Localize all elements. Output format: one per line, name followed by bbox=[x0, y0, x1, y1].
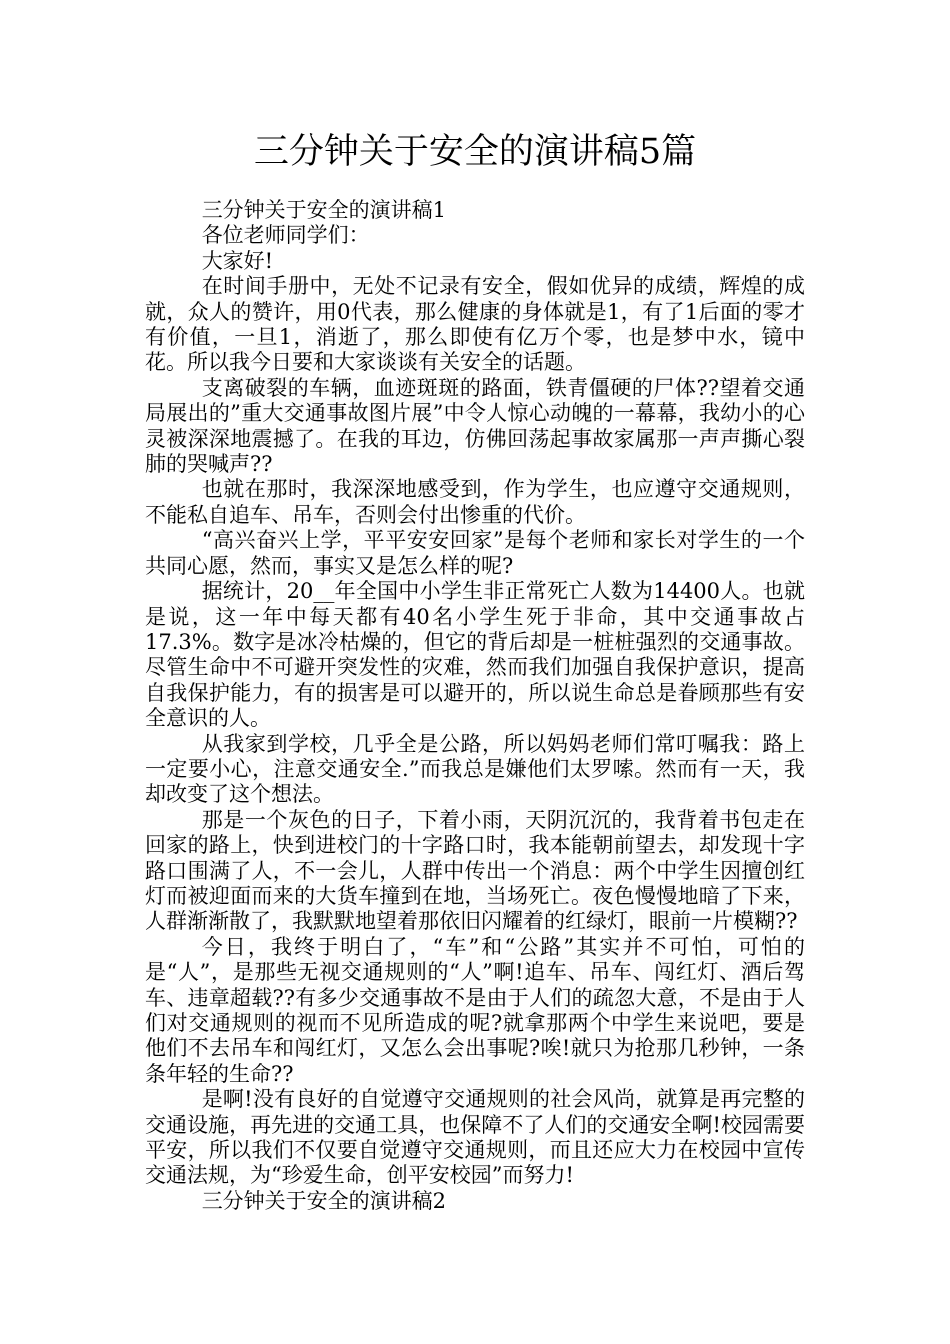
salutation: 各位老师同学们： bbox=[201, 223, 370, 248]
document-body bbox=[145, 198, 805, 1214]
paragraph: 今日，我终于明白了，“车”和“公路”其实并不可怕，可怕的是“人”，是那些无视交通规则的“人”啊!追车、吊车、闯红灯、酒后驾车、违章超载??有多少交通事故不是由于人们的疏忽大意，不是由于人们对交通规则的视而不见所造成的呢?就拿那两个中学生来说吧，要是他们不去吊车和闯红灯，又怎么会出事呢?唉!就只为抢那几秒钟，一条条年轻的生命?? bbox=[145, 934, 805, 1086]
paragraph: 那是一个灰色的日子，下着小雨，天阴沉沉的，我背着书包走在回家的路上，快到进校门的十字路口时，我本能朝前望去，却发现十字路口围满了人，不一会儿，人群中传出一个消息：两个中学生因擅创红灯而被迎面而来的大货车撞到在地，当场死亡。夜色慢慢地暗了下来，人群渐渐散了，我默默地望着那依旧闪耀着的红绿灯，眼前一片模糊?? bbox=[145, 807, 805, 934]
paragraph: 支离破裂的车辆，血迹斑斑的路面，铁青僵硬的尸体??望着交通局展出的”重大交通事故图片展”中令人惊心动魄的一幕幕，我幼小的心灵被深深地震撼了。在我的耳边，仿佛回荡起事故家属那一声声撕心裂肺的哭喊声?? bbox=[145, 375, 805, 477]
paragraph: 据统计，20__年全国中小学生非正常死亡人数为14400人。也就是说，这一年中每天都有40名小学生死于非命，其中交通事故占17.3%。数字是冰冷枯燥的，但它的背后却是一桩桩强烈的交通事故。尽管生命中不可避开突发性的灾难，然而我们加强自我保护意识，提高自我保护能力，有的损害是可以避开的，所以说生命总是眷顾那些有安全意识的人。 bbox=[145, 579, 805, 731]
section-heading-2: 三分钟关于安全的演讲稿2 bbox=[201, 1188, 447, 1213]
paragraph: 在时间手册中，无处不记录有安全，假如优异的成绩，辉煌的成就，众人的赞许，用0代表，那么健康的身体就是1，有了1后面的零才有价值，一旦1，消逝了，那么即使有亿万个零，也是梦中水，镜中花。所以我今日要和大家谈谈有关安全的话题。 bbox=[145, 274, 805, 375]
section-heading-1: 三分钟关于安全的演讲稿1 bbox=[201, 198, 447, 222]
paragraph: “高兴奋兴上学，平平安安回家”是每个老师和家长对学生的一个共同心愿，然而，事实又是怎么样的呢? bbox=[145, 528, 805, 578]
document-title: 三分钟关于安全的演讲稿5篇 bbox=[253, 132, 697, 172]
greeting: 大家好! bbox=[201, 248, 274, 273]
paragraph: 从我家到学校，几乎全是公路，所以妈妈老师们常叮嘱我：路上一定要小心，注意交通安全.”而我总是嫌他们太罗嗦。然而有一天，我却改变了这个想法。 bbox=[145, 731, 805, 807]
paragraph: 是啊!没有良好的自觉遵守交通规则的社会风尚，就算是再完整的交通设施，再先进的交通工具，也保障不了人们的交通安全啊!校园需要平安，所以我们不仅要自觉遵守交通规则，而且还应大力在校园中宣传交通法规，为“珍爱生命，创平安校园”而努力! bbox=[145, 1087, 805, 1188]
paragraph: 也就在那时，我深深地感受到，作为学生，也应遵守交通规则，不能私自追车、吊车，否则会付出惨重的代价。 bbox=[145, 477, 805, 527]
